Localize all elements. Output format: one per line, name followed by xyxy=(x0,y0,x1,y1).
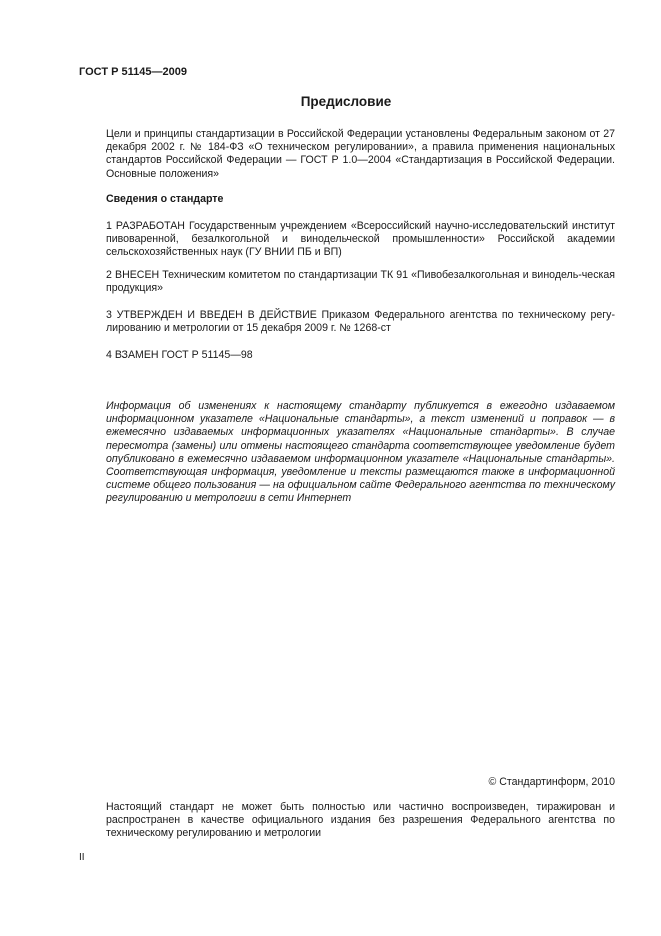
item-3-text: 3 УТВЕРЖДЕН И ВВЕДЕН В ДЕЙСТВИЕ Приказом Федерального агентства по техническому регу-лированию и метрологии от 15 декабря 2009 г. № 1268-ст xyxy=(106,309,615,335)
reproduction-text: Настоящий стандарт не может быть полностью или частично воспроизведен, тиражирован и распространен в качестве официального издания без разрешения Федерального агентства по техническому регулированию и метрологии xyxy=(106,801,615,840)
item-2 xyxy=(79,269,615,295)
notice-paragraph xyxy=(79,400,615,506)
item-1-text: 1 РАЗРАБОТАН Государственным учреждением «Всероссийский научно-исследовательский институт пивоваренной, безалкогольной и винодельческой промышленности» Российской академии сельскохозяйственных наук (ГУ ВНИИ ПБ и ВП) xyxy=(106,220,615,259)
document-code: ГОСТ Р 51145—2009 xyxy=(79,66,187,78)
copyright: © Стандартинформ, 2010 xyxy=(488,776,615,788)
page-number: II xyxy=(79,852,85,863)
item-1 xyxy=(79,220,615,260)
page-title: Предисловие xyxy=(300,94,392,109)
item-4-text: 4 ВЗАМЕН ГОСТ Р 51145—98 xyxy=(106,349,253,361)
intro-text: Цели и принципы стандартизации в Российской Федерации установлены Федеральным законом от 27 декабря 2002 г. № 184-ФЗ «О техническом регулировании», а правила применения национальных стандартов Российской Федерации — ГОСТ Р 1.0—2004 «Стандартизация в Российской Федерации. Основные положения» xyxy=(106,128,615,180)
reproduction-paragraph xyxy=(79,801,615,841)
info-heading: Сведения о стандарте xyxy=(106,193,224,205)
item-2-text: 2 ВНЕСЕН Техническим комитетом по стандартизации ТК 91 «Пивобезалкогольная и винодель-ческая продукция» xyxy=(106,269,615,295)
item-4 xyxy=(79,349,615,362)
item-3 xyxy=(79,309,615,335)
notice-text: Информация об изменениях к настоящему стандарту публикуется в ежегодно издаваемом информационном указателе «Национальные стандарты», а текст изменений и поправок — в ежемесячно издаваемых информационных указателях «Национальные стандарты». В случае пересмотра (замены) или отмены настоящего стандарта соответствующее уведомление будет опубликовано в ежемесячно издаваемом информационном указателе «Национальные стандарты». Соответствующая информация, уведомление и тексты размещаются также в информационной системе общего пользования — на официальном сайте Федерального агентства по техническому регулированию и метрологии в сети Интернет xyxy=(106,400,615,505)
intro-paragraph xyxy=(79,128,615,181)
